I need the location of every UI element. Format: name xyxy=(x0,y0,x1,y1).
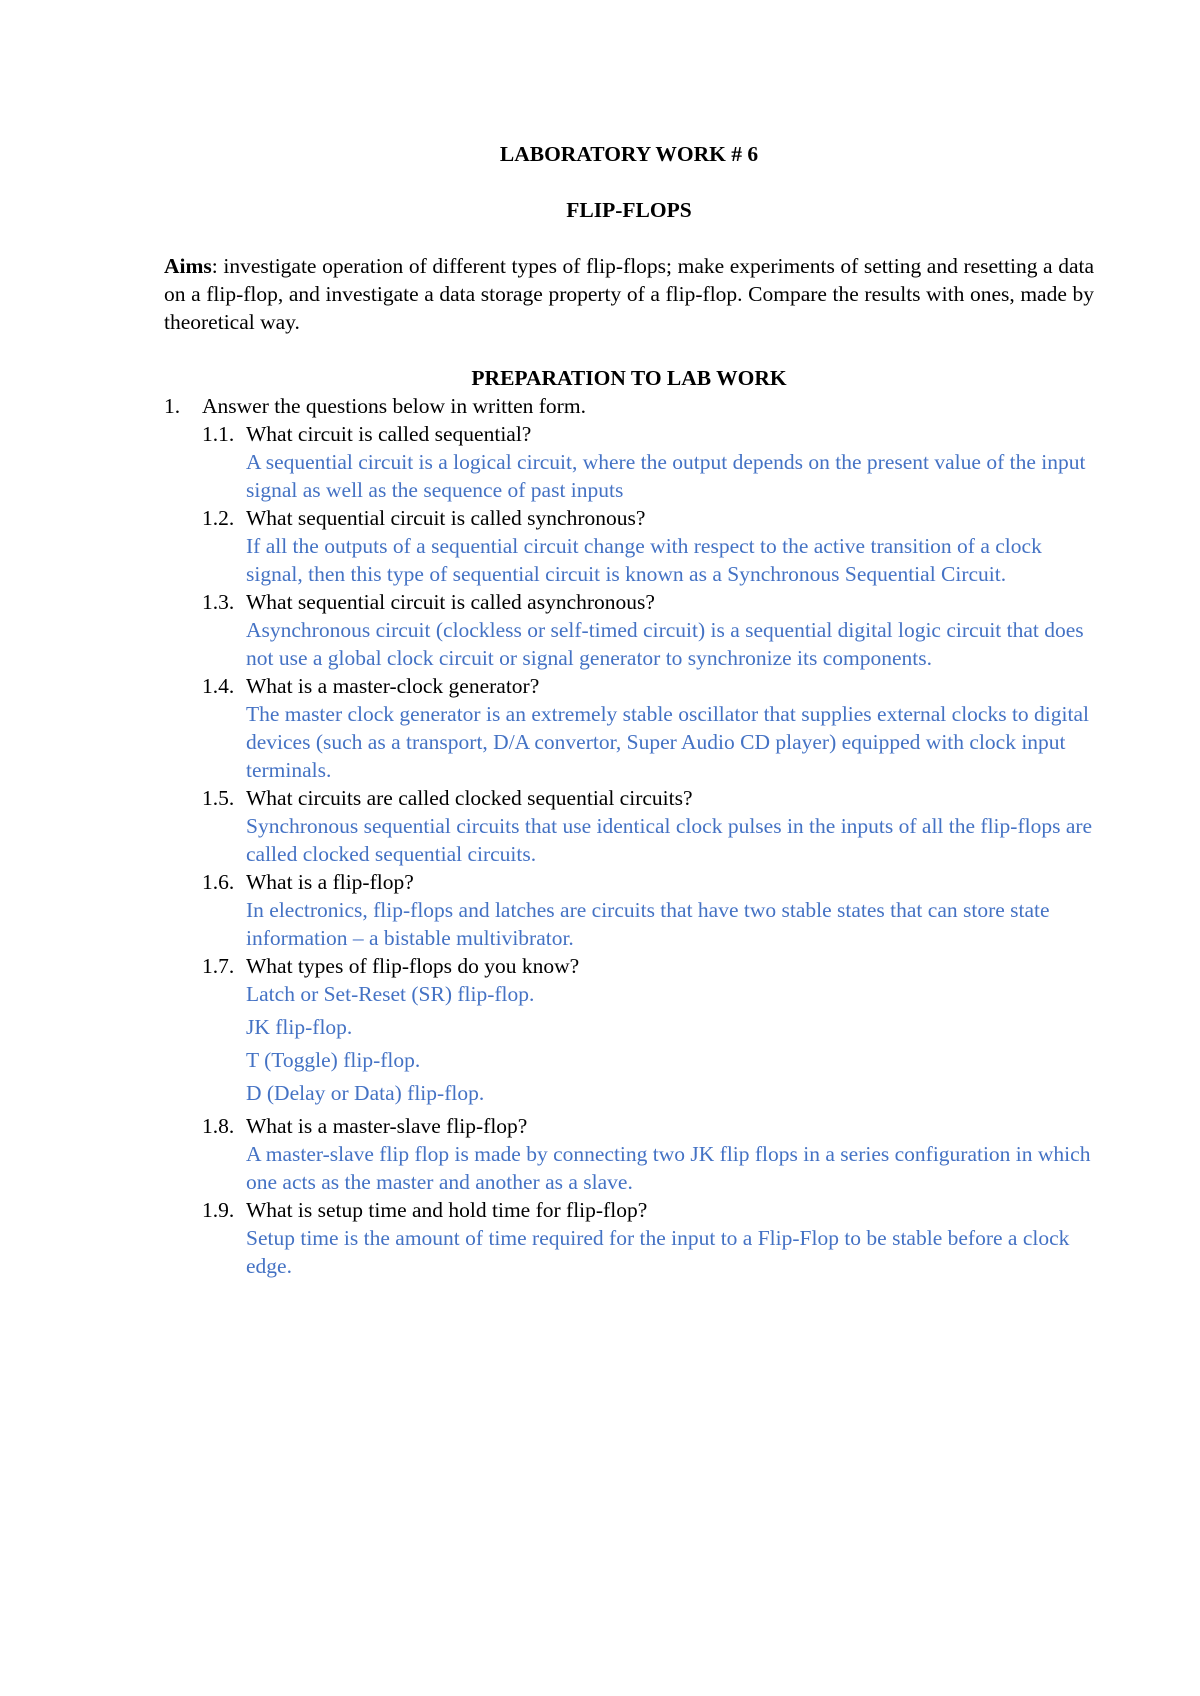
aims-label: Aims xyxy=(164,254,212,278)
aims-text: : investigate operation of different types of flip-flops; make experiments of setting and resetting a data on a flip-flop, and investigate a data storage property of a flip-flop. Compare the results with ones, made by theoretical way. xyxy=(164,254,1094,334)
question-list xyxy=(164,420,1094,1280)
question-text: What is a master-slave flip-flop? xyxy=(246,1114,528,1138)
flip-flop-type: Latch or Set-Reset (SR) flip-flop. xyxy=(246,982,535,1006)
question-item xyxy=(202,420,1094,504)
question-item xyxy=(202,588,1094,672)
question-number: 1.4. xyxy=(202,674,235,698)
question-number: 1.8. xyxy=(202,1114,235,1138)
question-text: What is setup time and hold time for flip-flop? xyxy=(246,1198,648,1222)
question-number: 1.6. xyxy=(202,870,235,894)
answer-text: Setup time is the amount of time required for the input to a Flip-Flop to be stable before a clock edge. xyxy=(246,1226,1070,1278)
lab-title: LABORATORY WORK # 6 xyxy=(499,142,759,166)
answer-text: The master clock generator is an extremely stable oscillator that supplies external clocks to digital devices (such as a transport, D/A convertor, Super Audio CD player) equipped with clock input terminals. xyxy=(246,702,1089,782)
topic-title: FLIP-FLOPS xyxy=(566,198,692,222)
question-item xyxy=(202,868,1094,952)
question-text: What circuits are called clocked sequential circuits? xyxy=(246,786,693,810)
answer-text: Asynchronous circuit (clockless or self-timed circuit) is a sequential digital logic circuit that does not use a global clock circuit or signal generator to synchronize its components. xyxy=(246,618,1084,670)
question-item xyxy=(202,1196,1094,1280)
answer-text: In electronics, flip-flops and latches are circuits that have two stable states that can store state information – a bistable multivibrator. xyxy=(246,898,1050,950)
question-item xyxy=(202,784,1094,868)
aims-paragraph xyxy=(164,252,1094,336)
task-text: Answer the questions below in written form. xyxy=(202,394,586,418)
question-item xyxy=(202,504,1094,588)
question-number: 1.2. xyxy=(202,506,235,530)
document-page xyxy=(164,140,1094,1280)
question-item xyxy=(202,1112,1094,1196)
question-item xyxy=(202,952,1094,1107)
question-number: 1.1. xyxy=(202,422,235,446)
question-text: What is a flip-flop? xyxy=(246,870,414,894)
answer-text: A master-slave flip flop is made by connecting two JK flip flops in a series configuration in which one acts as the master and another as a slave. xyxy=(246,1142,1091,1194)
preparation-title: PREPARATION TO LAB WORK xyxy=(471,366,787,390)
answer-text: Synchronous sequential circuits that use identical clock pulses in the inputs of all the flip-flops are called clocked sequential circuits. xyxy=(246,814,1093,866)
question-text: What is a master-clock generator? xyxy=(246,674,540,698)
question-number: 1.9. xyxy=(202,1198,235,1222)
question-item xyxy=(202,672,1094,784)
question-text: What types of flip-flops do you know? xyxy=(246,954,580,978)
task-item xyxy=(164,392,1094,420)
question-number: 1.5. xyxy=(202,786,235,810)
question-number: 1.3. xyxy=(202,590,235,614)
question-text: What circuit is called sequential? xyxy=(246,422,532,446)
flip-flop-types-list xyxy=(202,980,1094,1107)
answer-text: If all the outputs of a sequential circuit change with respect to the active transition of a clock signal, then this type of sequential circuit is known as a Synchronous Sequential Circuit. xyxy=(246,534,1042,586)
flip-flop-type: T (Toggle) flip-flop. xyxy=(246,1048,421,1072)
answer-text: A sequential circuit is a logical circuit, where the output depends on the present value of the input signal as well as the sequence of past inputs xyxy=(246,450,1086,502)
question-text: What sequential circuit is called asynchronous? xyxy=(246,590,655,614)
flip-flop-type: JK flip-flop. xyxy=(246,1015,353,1039)
flip-flop-type: D (Delay or Data) flip-flop. xyxy=(246,1081,485,1105)
question-text: What sequential circuit is called synchronous? xyxy=(246,506,646,530)
question-number: 1.7. xyxy=(202,954,235,978)
task-number: 1. xyxy=(164,394,181,418)
